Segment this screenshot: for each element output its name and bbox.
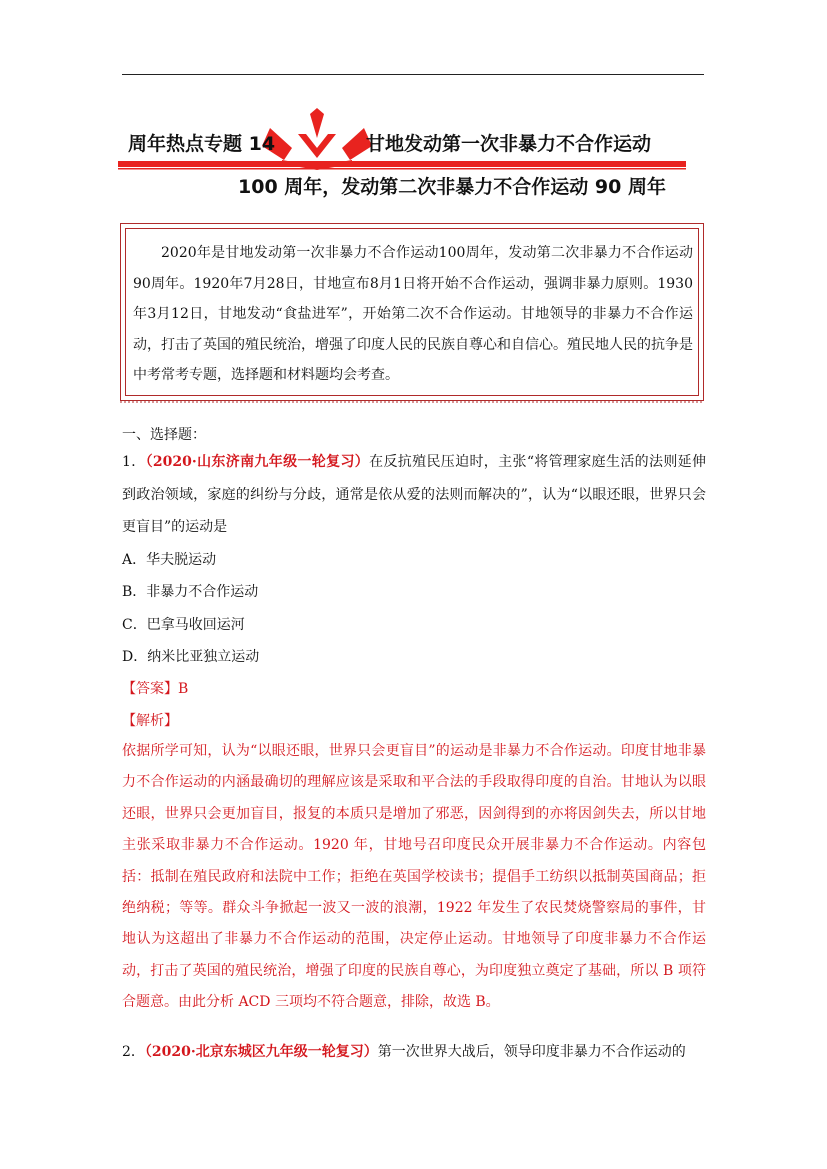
intro-box-shadow <box>120 401 704 407</box>
question-2-stem: 第一次世界大战后，领导印度非暴力不合作运动的 <box>377 1044 686 1060</box>
question-1-source: （2020·山东济南九年级一轮复习） <box>145 454 370 470</box>
title-topic-label: 周年热点专题 14 <box>128 133 276 155</box>
title-line-2: 100 周年，发动第二次非暴力不合作运动 90 周年 <box>238 176 666 198</box>
option-c: C．巴拿马收回运河 <box>122 617 245 633</box>
title-underline-bar <box>118 158 686 170</box>
answer-label: 【答案】B <box>122 681 189 697</box>
option-a: A．华夫脱运动 <box>122 552 217 568</box>
title-main-text: 甘地发动第一次非暴力不合作运动 <box>366 133 652 155</box>
question-2-number: 2． <box>122 1044 145 1060</box>
intro-text: 2020年是甘地发动第一次非暴力不合作运动100周年，发动第二次非暴力不合作运动90周年。1920年7月28日，甘地宣布8月1日将开始不合作运动，强调非暴力原则。1930年3月12日，甘地发动“食盐进军”，开始第二次不合作运动。甘地领导的非暴力不合作运动，打击了英国的殖民统治，增强了印度人民的民族自尊心和自信心。殖民地人民的抗争是中考常考专题，选择题和材料题均会考查。 <box>133 245 693 383</box>
analysis-label: 【解析】 <box>122 713 178 729</box>
question-2-source: （2020·北京东城区九年级一轮复习） <box>144 1044 378 1060</box>
question-1-number: 1． <box>122 454 146 470</box>
section-heading: 一、选择题： <box>122 427 206 443</box>
question-2 <box>122 1036 706 1069</box>
option-b: B．非暴力不合作运动 <box>122 584 259 600</box>
question-1 <box>122 446 706 544</box>
option-d: D．纳米比亚独立运动 <box>122 649 260 665</box>
title-line-1 <box>128 128 688 160</box>
question-1-stem: 在反抗殖民压迫时，主张“将管理家庭生活的法则延伸到政治领域，家庭的纠纷与分歧，通常是依从爱的法则而解决的”，认为“以眼还眼，世界只会更盲目”的运动是 <box>122 454 706 535</box>
analysis-text: 依据所学可知，认为“以眼还眼，世界只会更盲目”的运动是非暴力不合作运动。印度甘地非暴力不合作运动的内涵最确切的理解应该是采取和平合法的手段取得印度的自治。甘地认为以眼还眼，世界只会更加盲目，报复的本质只是增加了邪恶，因剑得到的亦将因剑失去，所以甘地主张采取非暴力不合作运动。1920 年，甘地号召印度民众开展非暴力不合作运动。内容包括：抵制在殖民政府和法院中工作；拒绝在英国学校读书；提倡手工纺织以抵制英国商品；拒绝纳税；等等。群众斗争掀起一波又一波的浪潮，1922 年发生了农民焚烧警察局的事件，甘地认为这超出了非暴力不合作运动的范围，决定停止运动。甘地领导了印度非暴力不合作运动，打击了英国的殖民统治，增强了印度的民族自尊心，为印度独立奠定了基础，所以 B 项符合题意。由此分析 ACD 三项均不符合题意，排除，故选 B。 <box>122 743 706 1011</box>
header-rule <box>122 74 704 75</box>
intro-box <box>120 223 704 401</box>
